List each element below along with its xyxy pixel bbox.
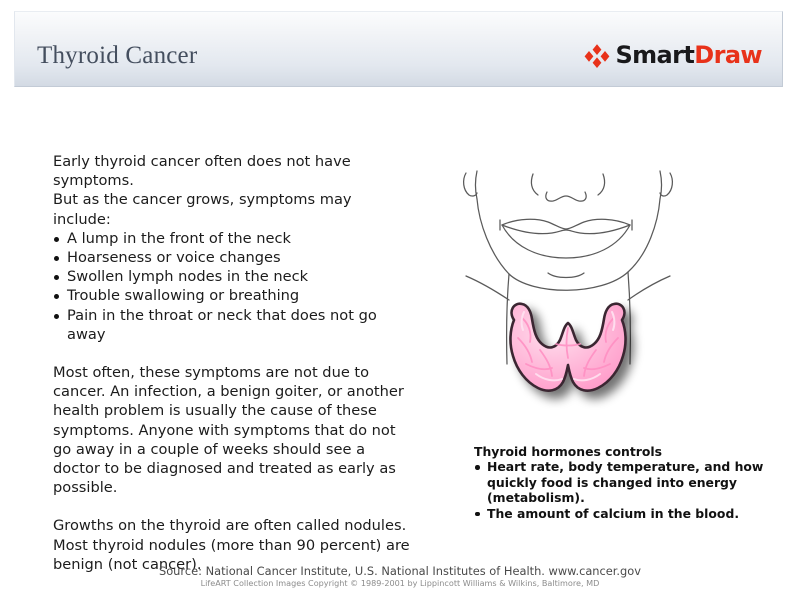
thyroid-hormones-caption	[474, 444, 774, 521]
symptoms-list	[53, 229, 411, 344]
head-neck-thyroid-anatomy-illustration	[452, 168, 684, 440]
source-attribution: Source: National Cancer Institute, U.S. National Institutes of Health. www.cancer.gov	[158, 564, 641, 578]
thyroid-gland-body	[510, 304, 625, 391]
intro-line-1: Early thyroid cancer often does not have symptoms.	[53, 153, 351, 190]
list-item: Swollen lymph nodes in the neck	[53, 267, 411, 286]
list-item: Heart rate, body temperature, and how quickly food is changed into energy (metabolism).	[474, 459, 774, 505]
brand-smart-text: Smart	[615, 41, 695, 69]
copyright-notice: LifeART Collection Images Copyright © 1989-2001 by Lippincott Williams & Wilkins, Baltimore, MD	[200, 578, 600, 588]
intro-line-2: But as the cancer grows, symptoms may include:	[53, 191, 352, 228]
brand-wordmark	[615, 43, 762, 67]
list-item: The amount of calcium in the blood.	[474, 506, 774, 521]
paragraph-spacer	[53, 497, 411, 516]
paragraph-causes: Most often, these symptoms are not due to cancer. An infection, a benign goiter, or another health problem is usually the cause of these symptoms. Anyone with symptoms that do not go away in a couple of weeks should see a doctor to be diagnosed and treated as early as possible.	[53, 364, 404, 497]
paragraph-nodules: Growths on the thyroid are often called nodules. Most thyroid nodules (more than 90 percent) are benign (not cancer).	[53, 517, 410, 573]
list-item: Pain in the throat or neck that does not go away	[53, 306, 411, 344]
page-footer	[0, 564, 800, 589]
paragraph-spacer	[53, 344, 411, 363]
list-item: Hoarseness or voice changes	[53, 248, 411, 267]
caption-title: Thyroid hormones controls	[474, 444, 663, 459]
smartdraw-diamond-logo-icon	[584, 42, 610, 68]
page-title: Thyroid Cancer	[37, 42, 198, 69]
content-text-column	[53, 152, 411, 574]
smartdraw-logo[interactable]	[584, 30, 766, 68]
list-item: Trouble swallowing or breathing	[53, 286, 411, 305]
page-header	[14, 11, 783, 87]
caption-list	[474, 459, 774, 521]
list-item: A lump in the front of the neck	[53, 229, 411, 248]
thyroid-gland-icon	[510, 304, 625, 391]
brand-draw-text: Draw	[694, 41, 762, 69]
